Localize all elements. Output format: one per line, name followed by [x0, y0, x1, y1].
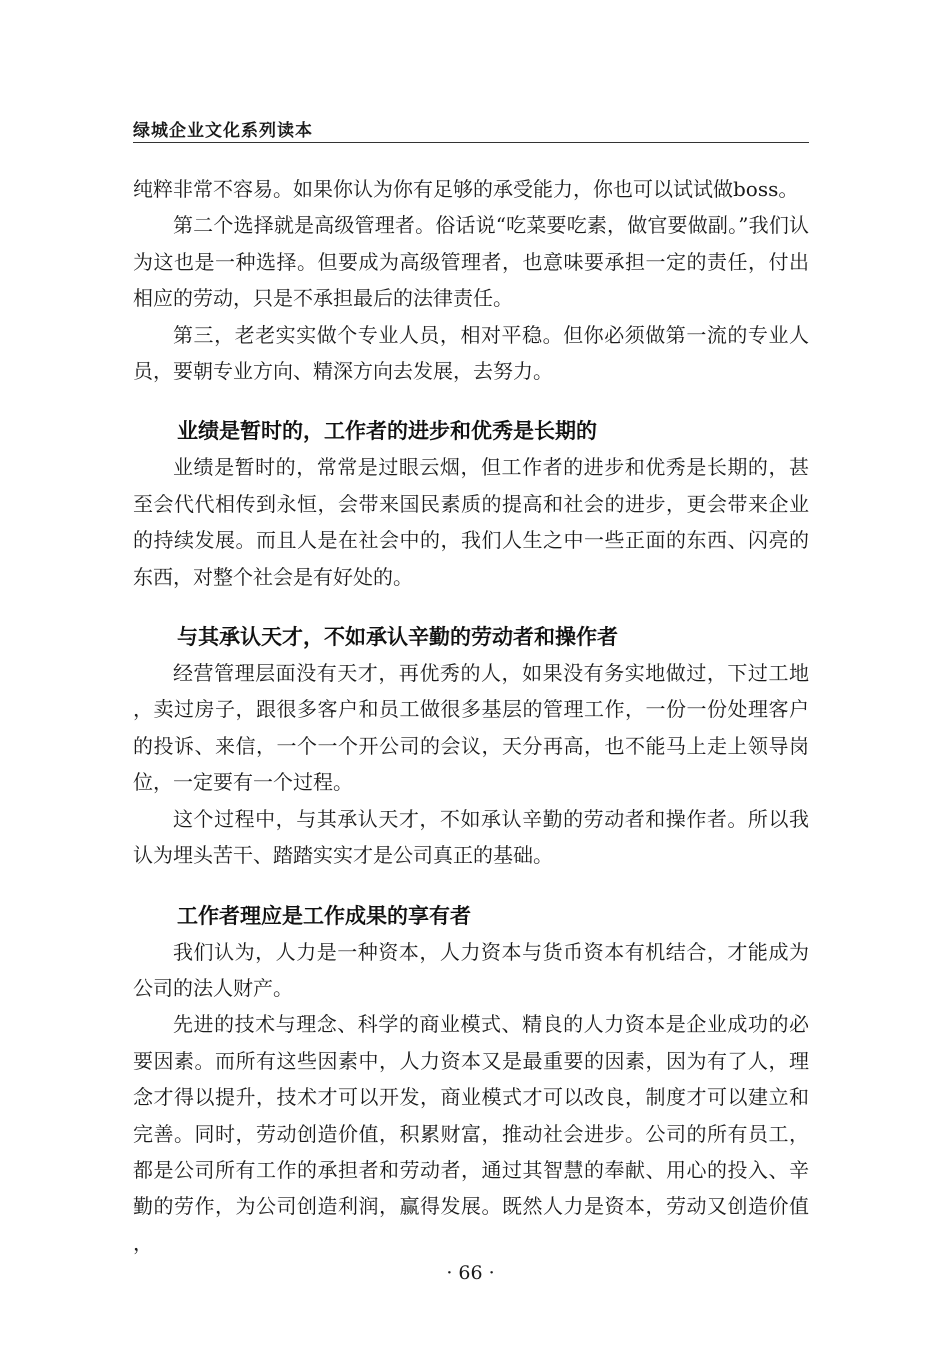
intro-paragraph-1: 纯粹非常不容易。如果你认为你有足够的承受能力，你也可以试试做boss。 — [133, 177, 799, 201]
section-heading: 与其承认天才，不如承认辛勤的劳动者和操作者 — [177, 625, 618, 650]
intro-paragraph-2: 第二个选择就是高级管理者。俗话说“吃菜要吃素，做官要做副。”我们认为这也是一种选择。但要成为高级管理者，也意味要承担一定的责任，付出相应的劳动，只是不承担最后的法律责任。 — [133, 213, 809, 311]
page-body — [133, 171, 809, 1261]
section-paragraph: 我们认为，人力是一种资本，人力资本与货币资本有机结合，才能成为公司的法人财产。 — [133, 939, 809, 1000]
section-paragraph: 先进的技术与理念、科学的商业模式、精良的人力资本是企业成功的必要因素。而所有这些因素中，人力资本又是最重要的因素，因为有了人，理念才得以提升，技术才可以开发，商业模式才可以改良，制度才可以建立和完善。同时，劳动创造价值，积累财富，推动社会进步。公司的所有员工，都是公司所有工作的承担者和劳动者，通过其智慧的奉献、用心的投入、辛勤的劳作，为公司创造利润，赢得发展。既然人力是资本，劳动又创造价值， — [133, 1012, 809, 1255]
header-divider — [133, 142, 809, 143]
section-paragraph: 这个过程中，与其承认天才，不如承认辛勤的劳动者和操作者。所以我认为埋头苦干、踏踏实实才是公司真正的基础。 — [133, 806, 809, 868]
section-paragraph: 业绩是暂时的，常常是过眼云烟，但工作者的进步和优秀是长期的，甚至会代代相传到永恒，会带来国民素质的提高和社会的进步，更会带来企业的持续发展。而且人是在社会中的，我们人生之中一些正面的东西、闪亮的东西，对整个社会是有好处的。 — [133, 455, 809, 589]
section-paragraph: 经营管理层面没有天才，再优秀的人，如果没有务实地做过，下过工地，卖过房子，跟很多客户和员工做很多基层的管理工作，一份一份处理客户的投诉、来信，一个一个开公司的会议，天分再高，也不能马上走上领导岗位，一定要有一个过程。 — [133, 661, 809, 795]
section-1 — [133, 413, 809, 595]
intro-paragraph-3: 第三，老老实实做个专业人员，相对平稳。但你必须做第一流的专业人员，要朝专业方向、精深方向去发展，去努力。 — [133, 322, 809, 384]
page-number: · 66 · — [446, 1262, 495, 1284]
section-heading: 工作者理应是工作成果的享有者 — [177, 903, 471, 928]
section-2 — [133, 619, 809, 873]
section-heading: 业绩是暂时的，工作者的进步和优秀是长期的 — [177, 419, 597, 444]
section-3 — [133, 898, 809, 1262]
running-header-title: 绿城企业文化系列读本 — [133, 121, 313, 141]
